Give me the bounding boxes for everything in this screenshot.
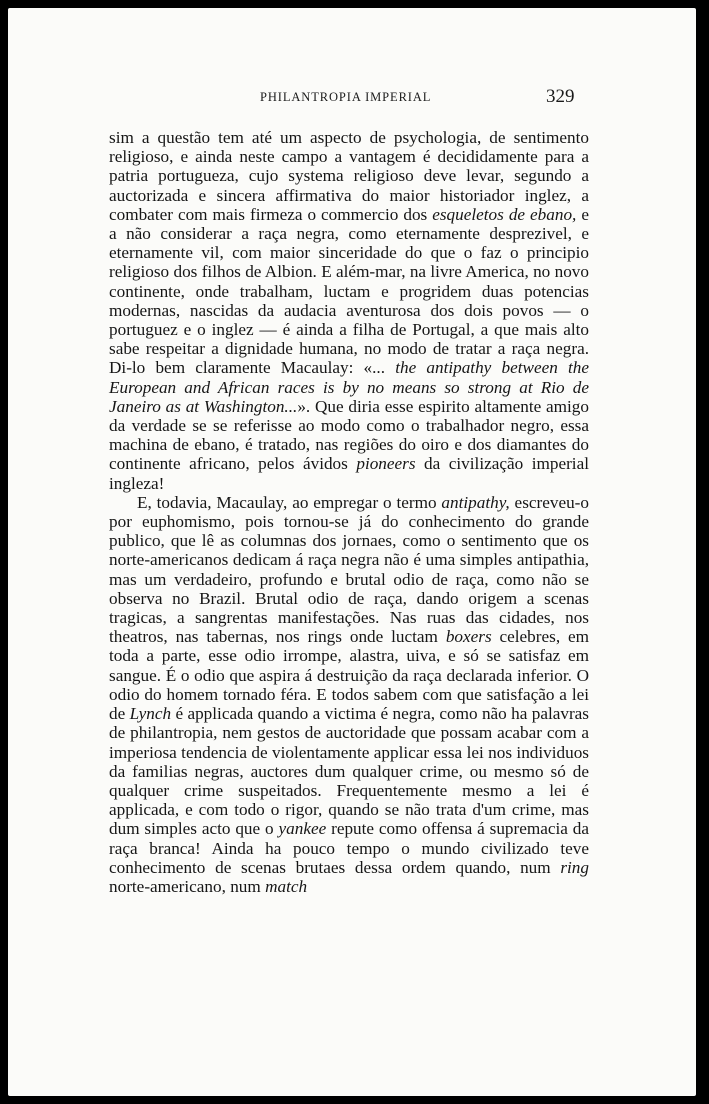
page-header: [8, 86, 696, 110]
text-run: da civilização imperial ingleza!: [109, 454, 589, 493]
text-run: E, todavia, Macaulay, ao empregar o termo: [137, 492, 442, 512]
italic-run: yankee: [278, 819, 327, 839]
text-run: escreveu-o por euphomismo, pois tornou-se já do conhecimento do grande publico, que lê as columnas dos jornaes, como o sentimento que os norte-americanos dedicam á raça negra não é uma simples antipathia, mas um verdadeiro, profundo e brutal odio de raça, como não se observa no Brazil. Brutal odio de raça, dando origem a scenas tragicas, a sangrentas manifestações. Nas ruas das cidades, nos theatros, nas tabernas, nos rings onde luctam: [109, 492, 589, 647]
italic-run: ring: [560, 857, 589, 877]
book-page: [8, 8, 696, 1096]
text-run: sim a questão tem até um aspecto de psychologia, de sentimento religioso, e ainda neste campo a vantagem é decididamente para a patria portugueza, cujo systema religioso deve levar, segundo a auctorizada e sincera affirmativa do maior historiador inglez, a combater com mais firmeza o commercio dos: [109, 128, 589, 224]
running-title: PHILANTROPIA IMPERIAL: [260, 90, 432, 104]
text-run: é applicada quando a victima é negra, como não ha palavras de philantropia, nem gestos de auctoridade que possam acabar com a imperiosa tendencia de violentamente applicar essa lei nos individuos da familias negras, auctores dum qualquer crime, ou mesmo só de qualquer crime suspeitados. Frequentemente mesmo a lei é applicada, e com todo o rigor, quando se não trata d'um crime, mas dum simples acto que o: [109, 704, 589, 839]
italic-run: match: [265, 876, 308, 896]
page-number: 329: [546, 86, 575, 107]
italic-run: Lynch: [129, 704, 172, 724]
paragraph-2: [109, 493, 589, 896]
text-run: e a não considerar a raça negra, como eternamente desprezivel, e eternamente vil, com maior sinceridade do que o faz o principio religioso dos filhos de Albion. E além-mar, na livre America, no novo continente, onde trabalham, luctam e progridem duas potencias modernas, nascidas da audacia aventurosa dos dois povos — o portuguez e o inglez — é ainda a filha de Portugal, a que mais alto sabe respeitar a dignidade humana, no modo de tratar a raça negra. Di-lo bem claramente Macaulay: «...: [109, 204, 589, 378]
italic-run: the antipathy between the European and African races is by no means so strong at Rio de Janeiro as at Washington...: [109, 358, 589, 416]
italic-run: esqueletos de ebano,: [432, 204, 577, 224]
text-run: ». Que diria esse espirito altamente amigo da verdade se se referisse ao modo como o trabalhador negro, essa machina de ebano, é tratado, nas regiões do oiro e dos diamantes do continente africano, pelos ávidos: [109, 396, 589, 474]
text-run: celebres, em toda a parte, esse odio irrompe, alastra, uiva, e só se satisfaz em sangue. É o odio que aspira á destruição da raça declarada inferior. O odio do homem tornado féra. E todos sabem com que satisfação a lei de: [109, 627, 590, 724]
body-text: [109, 128, 589, 896]
italic-run: pioneers: [356, 454, 416, 474]
text-run: repute como offensa á supremacia da raça branca! Ainda ha pouco tempo o mundo civilizado teve conhecimento de scenas brutaes dessa ordem quando, num: [109, 819, 589, 877]
text-run: norte-americano, num: [109, 876, 266, 896]
italic-run: antipathy,: [441, 492, 510, 512]
paragraph-1: [109, 128, 589, 493]
italic-run: boxers: [445, 627, 492, 647]
